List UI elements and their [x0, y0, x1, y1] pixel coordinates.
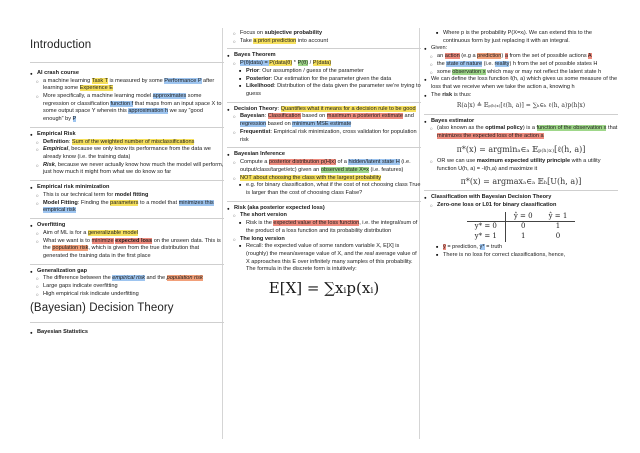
list-item: ○ Model Fitting: Finding the parameters to a model that minimizes this empirical risk [36, 200, 224, 215]
list-item: ○ (also known as the optimal policy) is a function of the observation x that minimizes the expected loss of the action a [430, 125, 618, 140]
section-heading: ● Generalization gap [30, 268, 224, 276]
divider [227, 201, 421, 202]
divider [424, 190, 618, 191]
generalization-gap-section [30, 268, 224, 299]
page-title: Introduction [30, 39, 92, 51]
list-item: ■ Where p is the probability P(X=xᵢ). We can extend this to the continuous form by just replacing it with an integral. [436, 30, 618, 45]
list-item: ○ NOT about choosing the class with the largest probability [233, 175, 421, 183]
erm-section [30, 184, 224, 215]
section-heading: ● Bayes Theorem [227, 52, 421, 60]
utility-list [424, 158, 618, 173]
table-cell: ŷ = 0 [505, 212, 540, 222]
divider [30, 127, 224, 128]
list-item: ○ Compute a posterior distribution p(H|x) of a hidden/latent state H (i.e. output/class/target/etc) given an observed state X=x (i.e. features) [233, 159, 421, 174]
table-cell: 0 [555, 232, 561, 241]
bayesian-statistics-section [30, 329, 224, 337]
divider [227, 102, 421, 103]
classification-notes [424, 244, 618, 259]
list-item: ○ a machine learning Task T is measured by some Performance P after learning some Experience E [36, 78, 224, 93]
list-item: ○ Take a priori prediction into account [233, 38, 421, 46]
section-heading: ● Classification with Bayesian Decision Theory [424, 194, 618, 202]
list-item: ○ P(θ|data) = P(data|θ) * P(θ) / P(data) [233, 60, 421, 68]
risk-formula: R(a|x) ≜ 𝔼ₚ₍ₕ₎ₓ₎[ℓ(h, a)] = ∑ₕ∈ₕ ℓ(h, a)p(h|x) [456, 102, 586, 110]
column-2 [227, 30, 421, 301]
table-cell: 0 [521, 222, 526, 231]
divider [30, 62, 224, 63]
table-cell: 1 [555, 222, 561, 231]
list-item: ■ Recall: the expected value of some random variable X, E[X] is (roughly) the mean/average value of X, and the real average value of X approaches this E over infinitely many samples of this probability. The formula in the discrete form is intuitively: [239, 243, 421, 274]
divider [30, 322, 224, 323]
divider [227, 48, 421, 49]
list-item: ■ ŷ = prediction, y* = truth [436, 244, 618, 252]
list-item: ○ What we want is to minimize expected loss on the unseen data. This is the population risk, which is given from the true distribution that generated the training data in the first place [36, 238, 224, 261]
bayesian-intro-list [227, 30, 421, 45]
list-item: ○ OR we can use maximum expected utility principle with a utility function U(h, a) = -ℓ(h,a) and maximize it [430, 158, 618, 173]
list-item: ○ Definition: Sum of the weighted number of misclassifications [36, 139, 224, 147]
table-cell: y* = 0 [467, 222, 506, 232]
list-item: ○ the state of nature (i.e. reality) h from the set of possible states H [430, 61, 618, 69]
section-heading: ● Decision Theory: Quantifies what it means for a decision rule to be good [227, 106, 421, 114]
section-heading: ● Bayesian Inference [227, 151, 421, 159]
list-item: ● The risk is thus: [424, 92, 618, 100]
bayes-theorem-section [227, 52, 421, 98]
divider [30, 264, 224, 265]
expected-value-formula: E[X] = ∑xᵢp(xᵢ) [268, 279, 380, 298]
section-heading: ● Bayesian Statistics [30, 329, 224, 337]
list-item: ○ High empirical risk indicate underfitting [36, 291, 224, 299]
list-item: ○ Zero-one loss or L01 for binary classification [430, 202, 618, 210]
list-item: ○ This is our technical term for model fitting [36, 192, 224, 200]
list-item: ○ Aim of ML is for a generalizable model [36, 230, 224, 238]
section-title: (Bayesian) Decision Theory [30, 301, 174, 314]
list-item: ■ e.g. for binary classification, what if the cost of not choosing class True is larger than the cost of choosing class False? [239, 182, 421, 197]
table-row [467, 232, 576, 242]
table-cell: y* = 1 [467, 232, 506, 242]
list-item: ○ Focus on subjective probability [233, 30, 421, 38]
table-cell: 1 [521, 232, 526, 241]
divider [30, 180, 224, 181]
list-item: ○ The difference between the empirical risk and the population risk [36, 275, 224, 283]
list-item: ■ There is no loss for correct classifications, hence, [436, 252, 618, 260]
list-item: ● Given: [424, 45, 618, 53]
section-heading: ● Overfitting [30, 222, 224, 230]
divider [30, 218, 224, 219]
list-item: ○ Frequentist: Empirical risk minimization, cross validation for population risk [233, 129, 421, 144]
bayesian-inference-section [227, 151, 421, 197]
list-item: ○ Bayesian: Classification based on maximum a posteriori estimate and regression based on minimum MSE estimate [233, 113, 421, 128]
section-heading: ● Empirical Risk [30, 131, 224, 139]
section-heading: ● Bayes estimator [424, 118, 618, 126]
decision-theory-section [227, 106, 421, 145]
divider [424, 114, 618, 115]
section-heading: ● AI crash course [30, 70, 224, 78]
list-item: ○ More specifically, a machine learning model approximates some regression or classification function f that maps from an input space X to some output space Y wherein this approximation h we say “good enough” by P [36, 93, 224, 124]
list-item: ○ an action (e.g a prediction) a from the set of possible actions A [430, 53, 618, 61]
list-item: ■ Likelihood: Distribution of the data given the parameter we’re trying to guess [239, 83, 421, 98]
divider [227, 147, 421, 148]
table-row [467, 212, 576, 222]
table-cell: ŷ = 1 [541, 212, 576, 222]
column-3 [424, 30, 618, 259]
classification-section [424, 194, 618, 209]
list-item: ● We can define the loss function ℓ(h, a) which gives us some measure of the loss that we receive when we take the action a, knowing h [424, 76, 618, 91]
list-item: ○ The short version [233, 212, 421, 220]
zero-one-loss-table [467, 212, 576, 242]
column-1 [30, 30, 224, 337]
bayes-estimator-formula: π*(x) = argminₐ∈ₐ 𝔼ₚ₍ₕ₎ₓ₎[ℓ(h, a)] [456, 144, 586, 154]
list-item: ■ Posterior: Our estimation for the parameter given the data [239, 76, 421, 84]
list-item: ○ some observation x which may or may not reflect the latent state h [430, 69, 618, 77]
section-heading: ● Risk (aka posterior expected loss) [227, 205, 421, 213]
risk-continued-list [424, 30, 618, 99]
list-item: ○ Risk, because we never actually know how much the model will perform, just how much it might from what we do know so far [36, 162, 224, 177]
ai-section [30, 70, 224, 124]
list-item: ○ The long version [233, 236, 421, 244]
list-item: ○ Large gaps indicate overfitting [36, 283, 224, 291]
table-row [467, 222, 576, 232]
table-cell [467, 212, 506, 222]
list-item: ■ Risk is the expected value of the loss function, i.e. the integral/sum of the product of a loss function and its probability distribution [239, 220, 421, 235]
list-item: ○ Empirical, because we only know its performance from the data we already know (i.e. the training data) [36, 146, 224, 161]
overfitting-section [30, 222, 224, 261]
section-heading: ● Empirical risk minimization [30, 184, 224, 192]
utility-formula: π*(x) = argmaxₐ∈ₐ 𝔼ₕ[U(h, a)] [460, 177, 582, 187]
bayes-estimator-section [424, 118, 618, 141]
list-item: ■ Prior: Our assumption / guess of the parameter [239, 68, 421, 76]
risk-section [227, 205, 421, 274]
empirical-risk-section [30, 131, 224, 177]
